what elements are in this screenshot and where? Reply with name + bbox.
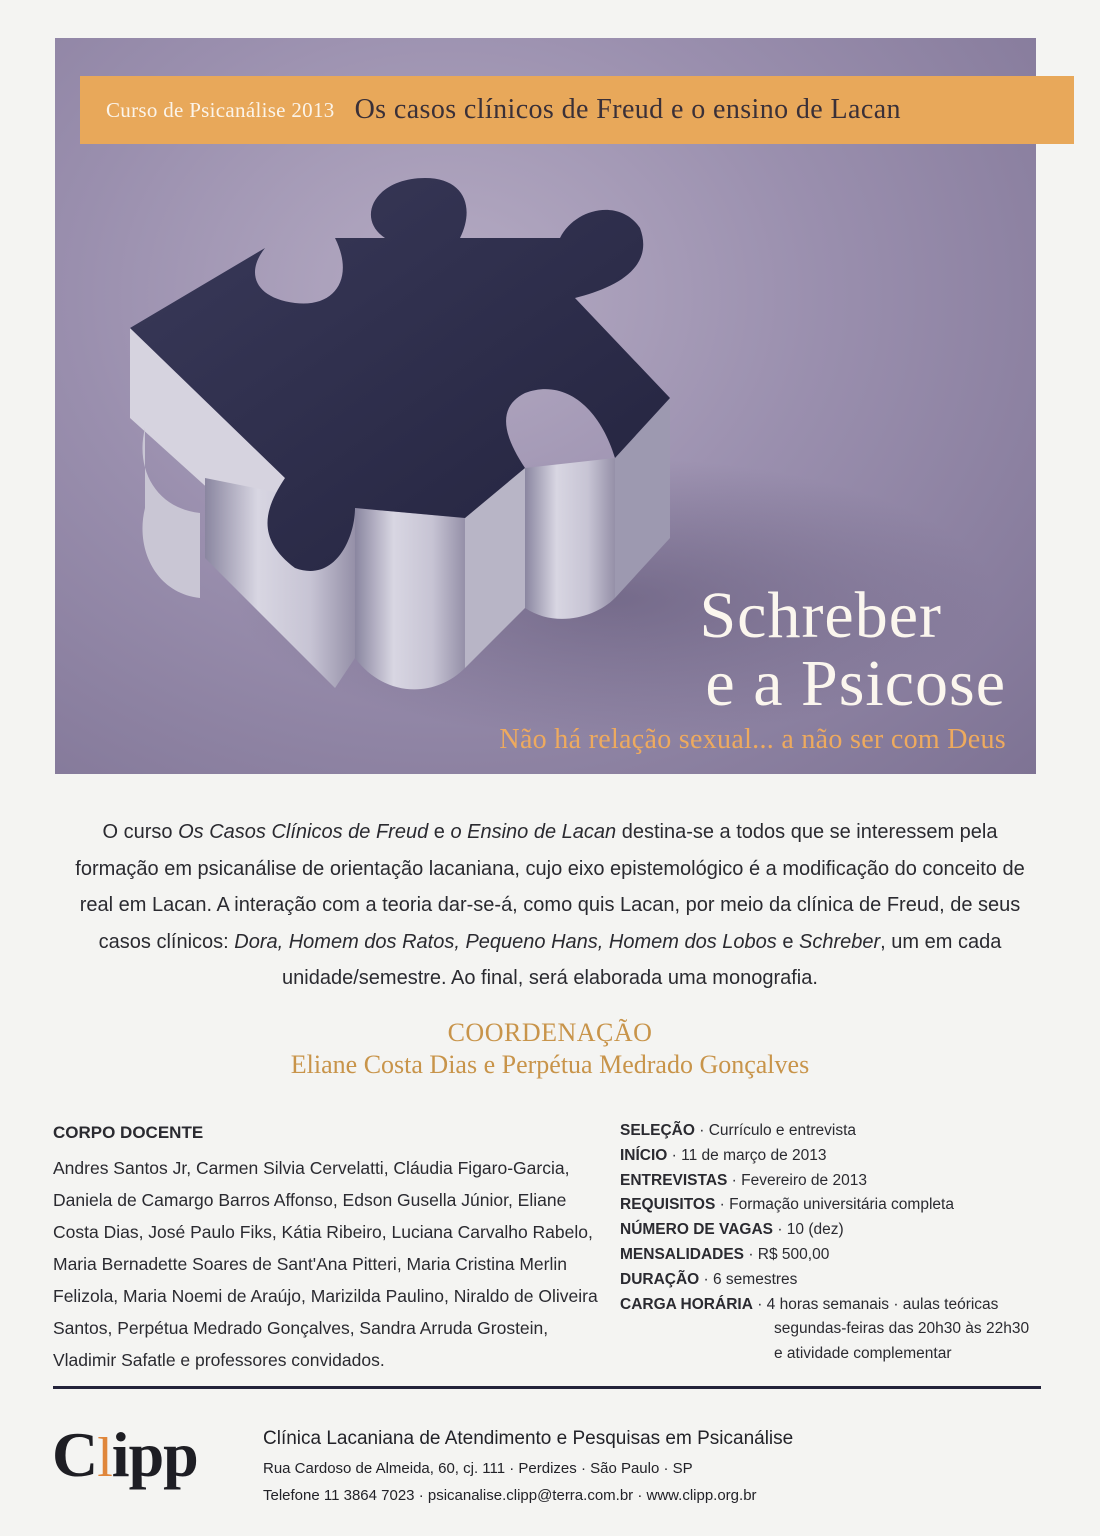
logo-letter: C xyxy=(52,1419,98,1490)
info-value: · Formação universitária completa xyxy=(715,1196,954,1214)
info-continuation: segundas-feiras das 20h30 às 22h30 xyxy=(774,1320,1030,1338)
info-label: REQUISITOS xyxy=(620,1196,716,1214)
info-value: · 11 de março de 2013 xyxy=(667,1146,827,1164)
info-label: DURAÇÃO xyxy=(620,1270,700,1288)
logo-letter: l xyxy=(97,1427,112,1489)
intro-course-italic: Os Casos Clínicos de Freud xyxy=(178,821,429,843)
info-row xyxy=(620,1268,1060,1293)
coordination-title: COORDENAÇÃO xyxy=(447,1018,653,1047)
faculty-title: CORPO DOCENTE xyxy=(53,1123,204,1142)
intro-text: O curso xyxy=(102,821,179,843)
hero-subtitle: Não há relação sexual... a não ser com Deus xyxy=(499,724,1006,755)
faculty-list: Andres Santos Jr, Carmen Silvia Cervelatti, Cláudia Figaro-Garcia, Daniela de Camargo Barros Affonso, Edson Gusella Júnior, Eliane Costa Dias, José Paulo Fiks, Kátia Ribeiro, Luciana Carvalho Rabelo, Maria Bernadette Soares de Sant'Ana Pitteri, Maria Cristina Merlin Felizola, Maria Noemi de Araújo, Marizilda Paulino, Niraldo de Oliveira Santos, Perpétua Medrado Gonçalves, Sandra Arruda Grostein, Vladimir Safatle e professores convidados. xyxy=(53,1158,598,1370)
course-banner xyxy=(80,76,1074,144)
info-value: · R$ 500,00 xyxy=(744,1245,830,1263)
logo-letter: ipp xyxy=(111,1419,198,1490)
institution-address: Rua Cardoso de Almeida, 60, cj. 111 · Perdizes · São Paulo · SP xyxy=(263,1460,693,1477)
hero-title xyxy=(699,579,1006,720)
hero-title-line1: Schreber xyxy=(699,579,942,652)
intro-paragraph xyxy=(60,814,1040,997)
institution-contact: Telefone 11 3864 7023 · psicanalise.clipp@terra.com.br · www.clipp.org.br xyxy=(263,1487,757,1504)
footer-divider xyxy=(53,1386,1041,1389)
info-value: · Currículo e entrevista xyxy=(694,1122,857,1139)
info-row xyxy=(620,1144,1060,1169)
info-row xyxy=(620,1293,1060,1318)
info-label: SELEÇÃO xyxy=(620,1122,695,1139)
info-row xyxy=(620,1193,1060,1218)
info-value: · 10 (dez) xyxy=(773,1221,844,1239)
info-label: MENSALIDADES xyxy=(620,1245,745,1263)
info-row xyxy=(620,1169,1060,1194)
info-row xyxy=(620,1243,1060,1268)
info-continuation: e atividade complementar xyxy=(774,1345,952,1363)
intro-text: e xyxy=(776,930,800,953)
intro-text: destina-se a todos que se interessem pela formação em psicanálise de orientação lacaniana, cujo eixo epistemológico é a modificação do conceito de real em Lacan. A interação com a teoria dar-se-á, como quis Lacan, por meio da clínica de Freud, de seus casos clínicos: xyxy=(75,821,1025,953)
clipp-logo xyxy=(52,1418,198,1492)
info-row xyxy=(620,1218,1060,1243)
intro-schreber-italic: Schreber xyxy=(799,930,881,953)
intro-text: e xyxy=(428,821,451,843)
intro-text: , um em cada unidade/semestre. Ao final, será elaborada uma monografia. xyxy=(282,930,1002,989)
institution-name: Clínica Lacaniana de Atendimento e Pesquisas em Psicanálise xyxy=(263,1428,794,1449)
hero-title-line2: e a Psicose xyxy=(705,647,1006,720)
info-row xyxy=(620,1119,1060,1144)
info-value: · Fevereiro de 2013 xyxy=(727,1171,867,1189)
info-value: · 4 horas semanais · aulas teóricas xyxy=(752,1295,999,1313)
banner-title: Os casos clínicos de Freud e o ensino de Lacan xyxy=(354,94,901,125)
info-label: CARGA HORÁRIA xyxy=(620,1295,753,1313)
info-label: INÍCIO xyxy=(620,1146,668,1164)
course-info-list xyxy=(620,1119,1060,1367)
banner-course-label: Curso de Psicanálise 2013 xyxy=(106,97,335,122)
coordination-names: Eliane Costa Dias e Perpétua Medrado Gonçalves xyxy=(290,1050,810,1079)
info-label: NÚMERO DE VAGAS xyxy=(620,1221,774,1239)
intro-lacan-italic: o Ensino de Lacan xyxy=(450,821,617,843)
info-label: ENTREVISTAS xyxy=(620,1171,728,1189)
info-value: · 6 semestres xyxy=(699,1270,798,1288)
intro-cases-italic: Dora, Homem dos Ratos, Pequeno Hans, Homem dos Lobos xyxy=(234,930,777,953)
